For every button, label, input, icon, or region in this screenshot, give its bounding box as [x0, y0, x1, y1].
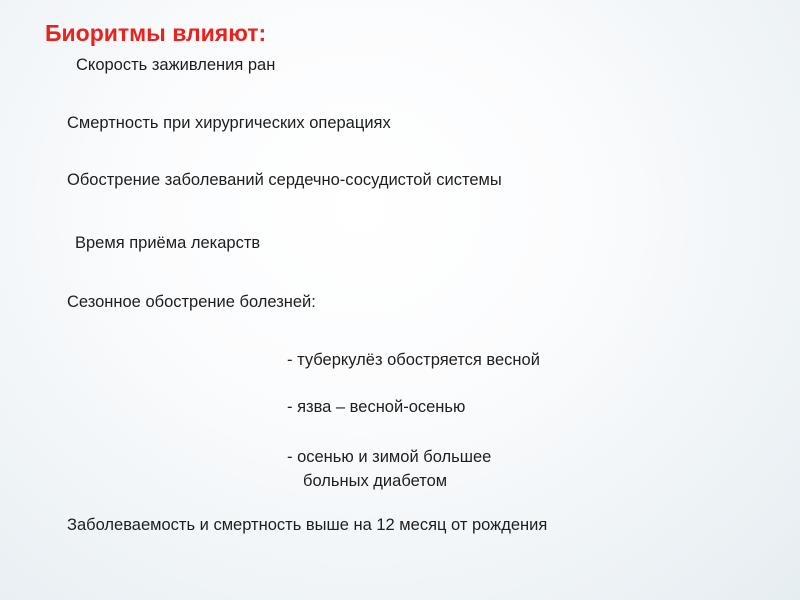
- item-surgical-mortality: Смертность при хирургических операциях: [67, 114, 391, 132]
- item-medication-time: Время приёма лекарств: [75, 234, 261, 252]
- seasonal-ulcer: - язва – весной-осенью: [287, 398, 466, 416]
- slide-title: Биоритмы влияют:: [45, 20, 267, 46]
- seasonal-tuberculosis: - туберкулёз обостряется весной: [287, 351, 540, 369]
- item-seasonal-heading: Сезонное обострение болезней:: [67, 293, 316, 311]
- seasonal-diabetes-line2: больных диабетом: [303, 472, 448, 490]
- seasonal-diabetes-line1: - осенью и зимой большее: [287, 448, 492, 466]
- item-wound-healing: Скорость заживления ран: [76, 56, 276, 74]
- footer-statement: Заболеваемость и смертность выше на 12 месяц от рождения: [67, 516, 548, 534]
- item-cardiovascular: Обострение заболеваний сердечно-сосудистой системы: [67, 171, 502, 189]
